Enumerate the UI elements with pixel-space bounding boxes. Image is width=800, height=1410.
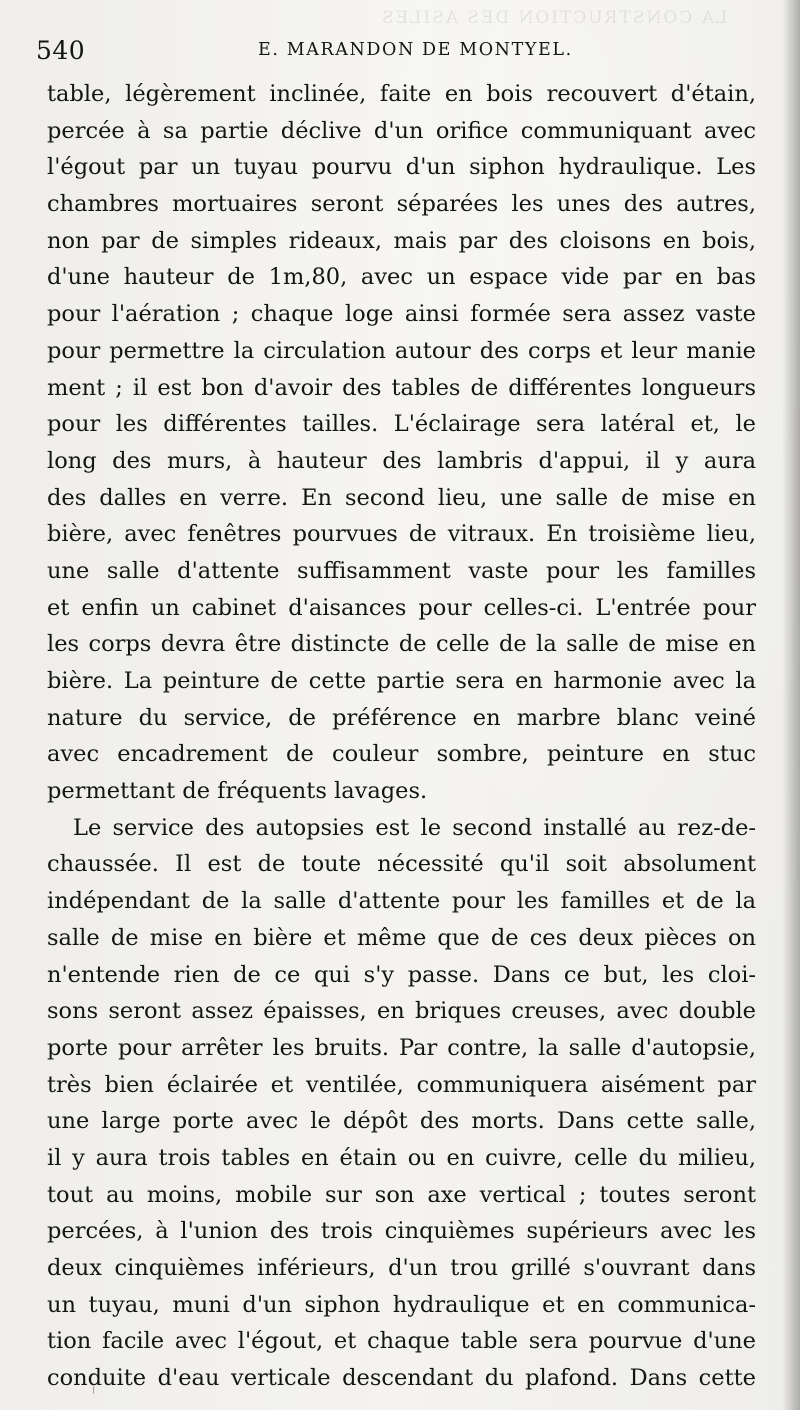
text-line: et enfin un cabinet d'aisances pour celles-ci. L'entrée pour xyxy=(47,594,756,621)
text-line: chaussée. Il est de toute nécessité qu'il soit absolument xyxy=(47,851,756,878)
page-number: 540 xyxy=(36,36,86,65)
text-line: indépendant de la salle d'attente pour les familles et de la xyxy=(47,888,756,915)
text-line: table, légèrement inclinée, faite en bois recouvert d'étain, xyxy=(47,81,756,107)
text-line: porte pour arrêter les bruits. Par contre, la salle d'autopsie, xyxy=(47,1034,756,1061)
text-line: des dalles en verre. En second lieu, une salle de mise en xyxy=(47,484,756,511)
body-text xyxy=(47,76,756,1397)
text-line: l'égout par un tuyau pourvu d'un siphon hydraulique. Les xyxy=(47,154,756,181)
text-line: ment ; il est bon d'avoir des tables de différentes longueurs xyxy=(47,374,756,401)
text-line: les corps devra être distincte de celle de la salle de mise en xyxy=(47,631,756,658)
text-line: bière. La peinture de cette partie sera en harmonie avec la xyxy=(47,668,756,694)
text-line: avec encadrement de couleur sombre, peinture en stuc xyxy=(47,741,756,768)
text-line: non par de simples rideaux, mais par des cloisons en bois, xyxy=(47,227,756,254)
text-line: tout au moins, mobile sur son axe vertical ; toutes seront xyxy=(47,1181,756,1208)
text-line: permettant de fréquents lavages. xyxy=(47,778,428,805)
text-line: très bien éclairée et ventilée, communiquera aisément par xyxy=(47,1071,756,1098)
text-line: une large porte avec le dépôt des morts. Dans cette salle, xyxy=(47,1108,756,1135)
text-line: salle de mise en bière et même que de ces deux pièces on xyxy=(47,924,756,951)
text-line: un tuyau, muni d'un siphon hydraulique et en communica- xyxy=(47,1291,756,1318)
bleed-through-text: LA CONSTRUCTION DES ASILES xyxy=(380,8,728,28)
running-head: E. MARANDON DE MONTYEL. xyxy=(258,40,573,60)
text-line: long des murs, à hauteur des lambris d'appui, il y aura xyxy=(47,447,756,474)
text-line: pour l'aération ; chaque loge ainsi formée sera assez vaste xyxy=(47,301,756,328)
text-line: nature du service, de préférence en marbre blanc veiné xyxy=(47,704,756,731)
text-line: conduite d'eau verticale descendant du plafond. Dans cette xyxy=(47,1365,756,1392)
print-speck xyxy=(93,1386,97,1394)
text-line: pour les différentes tailles. L'éclairage sera latéral et, le xyxy=(47,411,756,438)
text-line: une salle d'attente suffisamment vaste pour les familles xyxy=(47,557,756,584)
text-line: percées, à l'union des trois cinquièmes supérieurs avec les xyxy=(47,1218,756,1245)
text-line: deux cinquièmes inférieurs, d'un trou grillé s'ouvrant dans xyxy=(47,1255,756,1281)
text-line: Le service des autopsies est le second installé au rez-de- xyxy=(73,814,756,841)
text-line: chambres mortuaires seront séparées les unes des autres, xyxy=(47,191,756,218)
text-line: d'une hauteur de 1m,80, avec un espace vide par en bas xyxy=(47,264,756,291)
text-line: pour permettre la circulation autour des corps et leur manie xyxy=(47,337,756,364)
text-line: n'entende rien de ce qui s'y passe. Dans ce but, les cloi- xyxy=(47,961,756,988)
text-line: percée à sa partie déclive d'un orifice communiquant avec xyxy=(47,117,756,144)
text-line: bière, avec fenêtres pourvues de vitraux. En troisième lieu, xyxy=(47,521,756,548)
text-line: tion facile avec l'égout, et chaque table sera pourvue d'une xyxy=(47,1328,756,1355)
text-line: il y aura trois tables en étain ou en cuivre, celle du milieu, xyxy=(47,1144,756,1171)
text-line: sons seront assez épaisses, en briques creuses, avec double xyxy=(47,998,756,1025)
page-header xyxy=(36,30,766,70)
page-edge-shadow xyxy=(782,0,800,1410)
